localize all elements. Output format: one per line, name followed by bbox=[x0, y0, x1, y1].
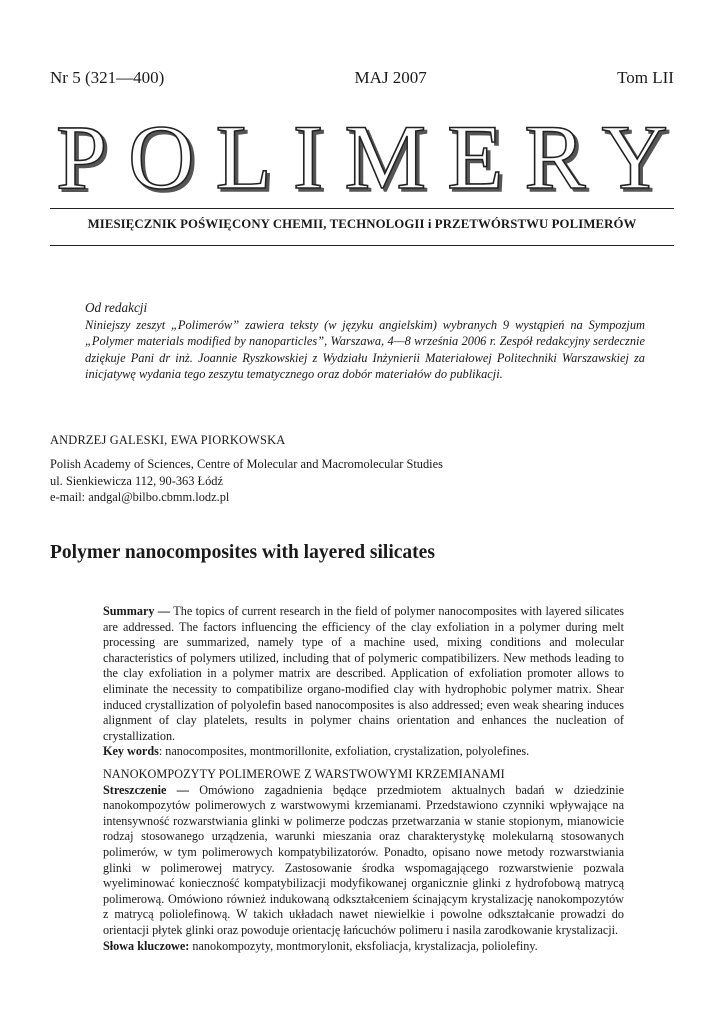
editorial-note bbox=[85, 300, 645, 382]
keywords bbox=[103, 744, 624, 760]
authors: ANDRZEJ GALESKI, EWA PIORKOWSKA bbox=[50, 433, 286, 447]
polish-text: Omówiono zagadnienia będące przedmiotem aktualnych badań w dziedzinie nanokompozytów polimerowych z warstwowymi krzemianami. Przedstawiono czynniki wpływające na intensywność rozwarstwiania glinki w polimerze podczas przetwarzania w stanie stopionym, mianowicie rodzaj stosowanego urządzenia, warunki mieszania oraz charakterystykę molekularną stosowanych polimerów, w tym polimerowych kompatybilizatorów. Ponadto, opisano nowe metody rozwarstwiania glinki w polimerowej matrycy. Zastosowanie środka wspomagającego rozwarstwienie pozwala wyeliminować konieczność kompatybilizacji modyfikowanej organicznie glinki z hydrofobową matrycą polimerową. Omówiono również indukowaną odkształceniem ścinającym krystalizację nanokompozytów z matrycą poliolefinową. W takich układach nawet niewielkie i powolne odkształcanie prowadzi do orientacji płytek glinki oraz powoduje orientację łańcuchów polimeru i nasila zarodkowanie krystalizacji. bbox=[103, 782, 624, 937]
journal-title: POLIMERY bbox=[56, 110, 668, 205]
polish-paragraph bbox=[103, 783, 624, 939]
polish-keywords-text: nanokompozyty, montmorylonit, eksfoliacja, krystalizacja, poliolefiny. bbox=[192, 938, 538, 953]
editorial-text: Niniejszy zeszyt „Polimerów” zawiera teksty (w języku angielskim) wybranych 9 wystąpień na Sympozjum „Polymer materials modified by nanoparticles”, Warszawa, 4—8 września 2006 r. Zespół redakcyjny serdecznie dziękuje Pani dr inż. Joannie Ryszkowskiej z Wydziału Inżynierii Materiałowej Politechniki Warszawskiej za inicjatywę wydania tego zeszytu tematycznego oraz dobór materiałów do publikacji. bbox=[85, 318, 645, 381]
issue-date: MAJ 2007 bbox=[354, 68, 427, 87]
affiliation: Polish Academy of Sciences, Centre of Molecular and Macromolecular Studies bbox=[50, 457, 443, 471]
journal-masthead bbox=[50, 110, 674, 205]
summary bbox=[103, 604, 624, 760]
journal-subtitle: MIESIĘCZNIK POŚWIĘCONY CHEMII, TECHNOLOGII i PRZETWÓRSTWU POLIMERÓW bbox=[87, 217, 637, 231]
keywords-text: : nanocomposites, montmorillonite, exfoliation, crystalization, polyolefines. bbox=[158, 744, 530, 759]
issue-number: Nr 5 (321—400) bbox=[50, 68, 165, 87]
summary-label: Summary — bbox=[103, 604, 171, 618]
polish-abstract bbox=[103, 767, 624, 954]
polish-label: Streszczenie — bbox=[103, 782, 189, 797]
email: e-mail: andgal@bilbo.cbmm.lodz.pl bbox=[50, 490, 230, 504]
address: ul. Sienkiewicza 112, 90-363 Łódź bbox=[50, 473, 223, 488]
masthead-logo bbox=[50, 110, 674, 205]
article-title: Polymer nanocomposites with layered silicates bbox=[50, 542, 435, 563]
summary-text: The topics of current research in the field of polymer nanocomposites with layered silicates are addressed. The factors influencing the efficiency of the clay exfoliation in a polymer during melt processing are summarized, namely type of a machine used, mixing conditions and molecular characteristics of polymers utilized, including that of polymeric compatibilizers. New methods leading to the clay exfoliation in a polymer matrix are described. Application of exfoliation promoter allows to eliminate the necessity to compatibilize organo-modified clay with hydrophobic polymer matrix. Shear induced crystallization of polyolefin based nanocomposites is also addressed; even weak shearing induces alignment of clay platelets, results in polymer chains orientation and enhances the nucleation of crystallization. bbox=[103, 604, 624, 743]
editorial-heading: Od redakcji bbox=[85, 300, 148, 315]
affiliation-block bbox=[50, 456, 443, 506]
volume-number: Tom LII bbox=[617, 68, 674, 87]
keywords-label: Key words bbox=[103, 744, 159, 759]
issue-header bbox=[50, 68, 674, 88]
divider bbox=[50, 208, 674, 209]
polish-title: NANOKOMPOZYTY POLIMEROWE Z WARSTWOWYMI KRZEMIANAMI bbox=[103, 767, 505, 781]
polish-keywords-label: Słowa kluczowe: bbox=[103, 938, 190, 953]
polish-keywords bbox=[103, 939, 624, 955]
summary-paragraph bbox=[103, 604, 624, 744]
divider bbox=[50, 245, 674, 246]
